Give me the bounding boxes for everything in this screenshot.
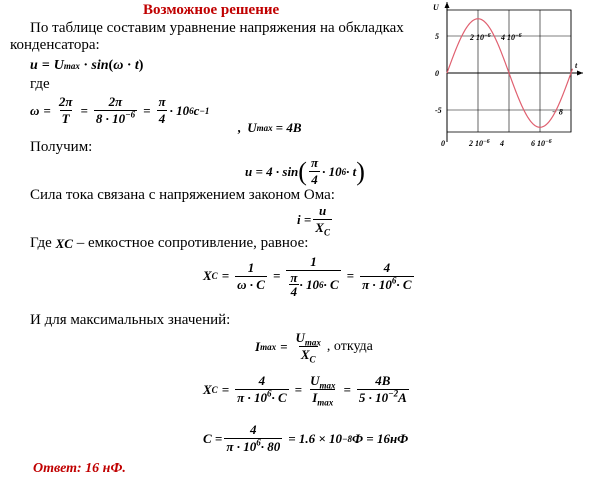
voltage-graph (425, 0, 595, 150)
y-axis-arrow (445, 2, 450, 8)
y-tick-label: 0 (435, 69, 439, 78)
ohm-equation: i = $\frac{u}{X_C}$ (297, 203, 330, 238)
peak-time-label: 4 $10^{-6}$ (501, 33, 522, 42)
answer: Ответ: 16 нФ. (33, 461, 126, 476)
x-tick-label: 0 (441, 139, 445, 148)
trough-label: − 8 (552, 107, 563, 117)
umax-value: , U max = 4В (238, 120, 302, 135)
x-axis-arrow (577, 71, 583, 76)
y-tick-label: -5 (435, 106, 442, 115)
voltage-result-equation: u = 4 · sin ( $\frac{\pi}{4}$ · 10 6 · t ) (245, 155, 365, 187)
where-label: где (30, 76, 50, 92)
omega-equation: ω = $\frac{2\pi}{T}$ = $\frac{2\pi}{8 \cdot 10^{-6}}$ = $\frac{\pi}{4}$ · 10 6 с −1 (30, 94, 210, 126)
solution-title: Возможное решение (143, 2, 280, 18)
ohm-text: Сила тока связана с напряжением законом Ома: (30, 187, 335, 203)
xc-equation: X C = $\frac{1}{\omega \cdot C}$ = 1 $\frac{\pi}{4}$ · 10 6 · C = $\frac{4}{\pi \cdot 10^6\cdot C}$ (203, 254, 412, 299)
x-axis-label: t (575, 61, 578, 70)
intro-line-2: конденсатора: (10, 37, 100, 53)
got-label: Получим: (30, 139, 93, 155)
voltage-equation: u = U max · sin ( ω · t ) (30, 58, 144, 73)
intro-line-1: По таблице составим уравнение напряжения на обкладках (30, 20, 404, 36)
max-text: И для максимальных значений: (30, 312, 231, 328)
y-axis-label: U (433, 3, 439, 12)
imax-equation: I max = $\frac{U_{max}}{X_C}$ , откуда (255, 330, 373, 365)
xc-text: Где X C – емкостное сопротивление, равное: (30, 235, 309, 251)
y-tick-label: 5 (435, 32, 439, 41)
x-tick-label: 4 (500, 139, 504, 148)
x-tick-label: 2 $10^{-6}$ (469, 139, 490, 148)
peak-time-label: 2 $10^{-6}$ (470, 33, 491, 42)
x-tick-label: 6 $10^{-6}$ (531, 139, 552, 148)
xc-equation-2: X C = $\frac{4}{\pi \cdot 10^6\cdot C}$ = $\frac{U_{max}}{I_{max}}$ = $\frac{4В}{5 \cdot 10^{-2}А}$ (203, 373, 407, 408)
capacitance-equation: C = $\frac{4}{\pi \cdot 10^6\cdot 80}$ = 1.6 × 10 −8 Ф = 16нФ (203, 422, 409, 454)
